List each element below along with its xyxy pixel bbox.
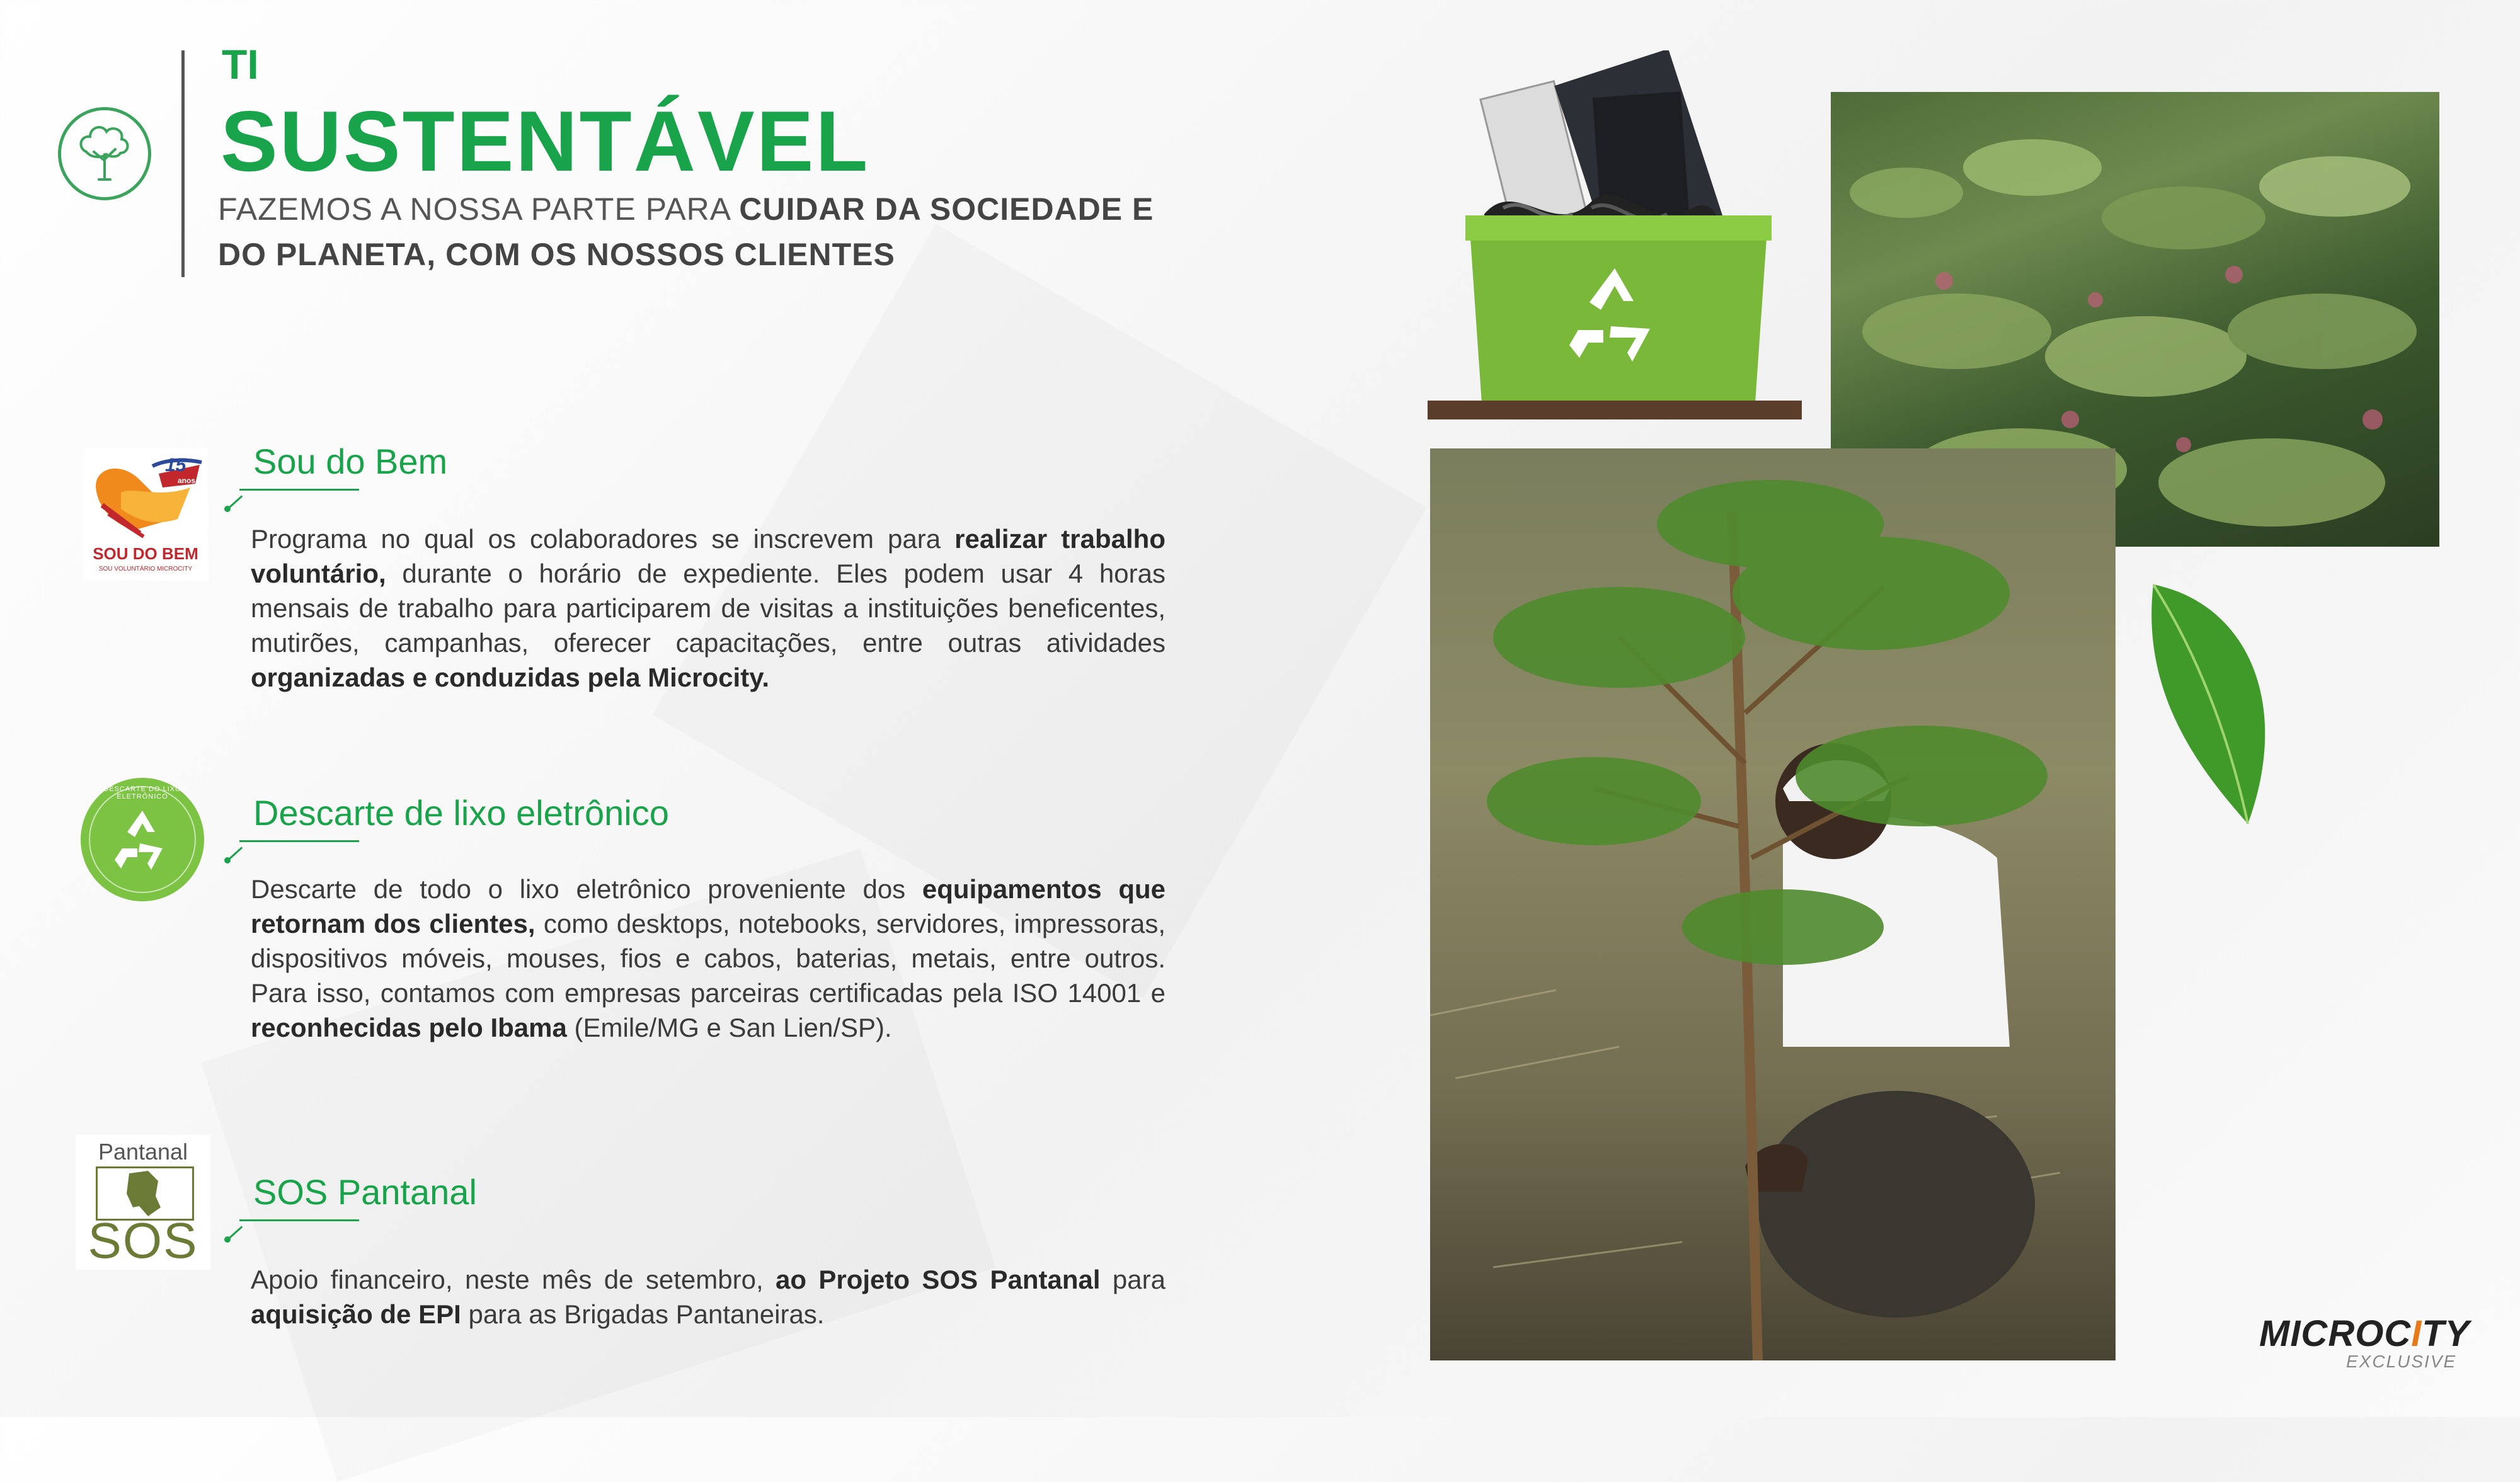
- section-dot: [224, 1236, 231, 1243]
- section-title-sou-do-bem: Sou do Bem: [253, 442, 448, 481]
- section-dot: [224, 506, 231, 512]
- body-text-run: aquisição de EPI: [251, 1299, 461, 1329]
- sos-pantanal-logo: [76, 1135, 210, 1270]
- section-body-sou-do-bem: [251, 522, 1166, 695]
- descarte-logo: [81, 778, 204, 901]
- body-text-run: Descarte de todo o lixo eletrônico proveniente dos: [251, 874, 922, 904]
- subtitle-bold: CUIDAR DA SOCIEDADE E DO PLANETA, COM OS NOSSOS CLIENTES: [218, 191, 1154, 272]
- body-text-run: ao Projeto SOS Pantanal: [775, 1265, 1101, 1294]
- body-text-run: durante o horário de expediente. Eles podem usar 4 horas mensais de trabalho para participarem de visitas a instituições beneficentes, mutirões, campanhas, oferecer capacitações, entre outras atividades: [251, 559, 1166, 658]
- hands-heart-icon: [83, 448, 208, 543]
- section-underline: [239, 489, 359, 491]
- brand-name-accent: I: [2411, 1313, 2422, 1354]
- section-dot: [224, 857, 231, 864]
- title-small: TI: [222, 41, 259, 88]
- page-subtitle: [218, 186, 1201, 277]
- tree-planting-photo: [1430, 448, 2116, 1360]
- tree-badge: [58, 107, 151, 200]
- body-text-run: como desktops, notebooks, servidores, impressoras, dispositivos móveis, mouses, fios e cabos, baterias, metais, entre outros. Para isso, contamos com empresas parceiras certificadas pela ISO 14001 e: [251, 909, 1166, 1008]
- section-body-sos-pantanal: [251, 1262, 1166, 1331]
- page-title: SUSTENTÁVEL: [220, 93, 870, 189]
- logo-name: SOU DO BEM: [93, 544, 198, 563]
- body-text-run: Apoio financeiro, neste mês de setembro,: [251, 1265, 776, 1294]
- body-text-run: Programa no qual os colaboradores se inscrevem para: [251, 524, 955, 554]
- pantanal-map-icon: [98, 1168, 192, 1219]
- logo-badge-sub: anos: [178, 476, 196, 485]
- brand-name-start: MICROC: [2259, 1313, 2412, 1354]
- section-underline: [239, 840, 359, 842]
- body-text-run: (Emile/MG e San Lien/SP).: [566, 1013, 892, 1042]
- microcity-logo: [2259, 1313, 2470, 1355]
- body-text-run: organizadas e conduzidas pela Microcity.: [251, 663, 770, 692]
- header-divider: [181, 50, 185, 277]
- logo-badge-number: 15: [165, 455, 186, 476]
- section-underline: [239, 1219, 359, 1221]
- recycling-bin-photo: [1428, 50, 1802, 419]
- body-text-run: para as Brigadas Pantaneiras.: [461, 1299, 825, 1329]
- section-title-descarte: Descarte de lixo eletrônico: [253, 793, 669, 833]
- logo-ring-text: DESCARTE DO LIXO ELETRÔNICO: [103, 785, 181, 801]
- subtitle-plain: FAZEMOS A NOSSA PARTE PARA: [218, 191, 740, 227]
- body-text-run: reconhecidas pelo Ibama: [251, 1013, 567, 1042]
- logo-top-text: Pantanal: [98, 1139, 188, 1165]
- brand-name-end: TY: [2422, 1313, 2470, 1354]
- brand-tagline: EXCLUSIVE: [2346, 1352, 2457, 1371]
- tree-icon: [61, 110, 148, 197]
- sou-do-bem-logo: [83, 448, 208, 581]
- body-text-run: para: [1100, 1265, 1166, 1294]
- logo-bottom-text: SOS: [88, 1212, 198, 1268]
- leaf-photo: [2147, 578, 2279, 830]
- logo-tagline: SOU VOLUNTÁRIO MICROCITY: [98, 566, 193, 573]
- section-body-descarte: [251, 872, 1166, 1045]
- section-title-sos-pantanal: SOS Pantanal: [253, 1172, 477, 1212]
- body-text-run: equipamentos que retornam dos clientes,: [251, 874, 1166, 938]
- body-text-run: realizar trabalho voluntário,: [251, 524, 1166, 588]
